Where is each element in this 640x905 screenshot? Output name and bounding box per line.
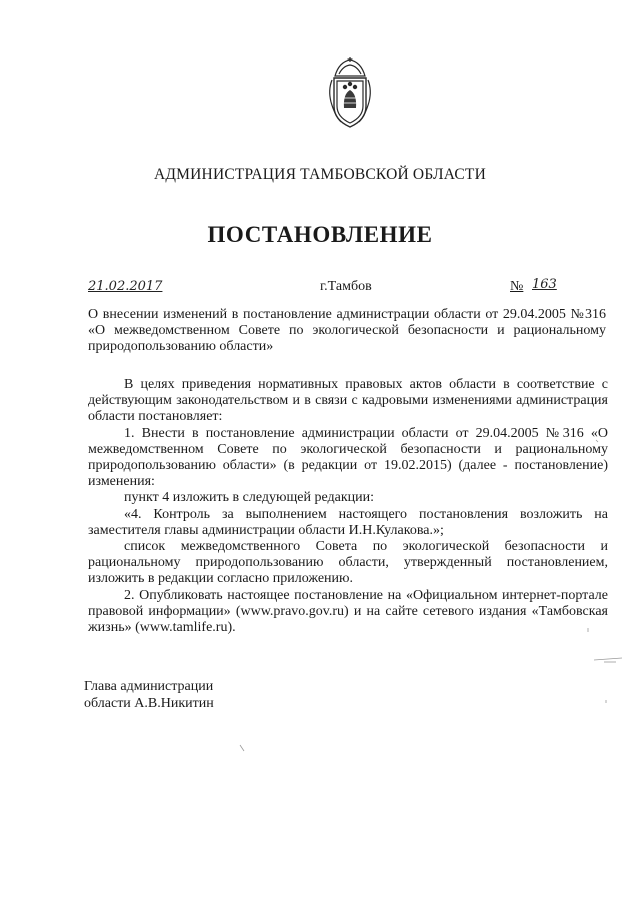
body-paragraph: пункт 4 изложить в следующей редакции: [124,490,374,506]
body-paragraph: «4. Контроль за выполнением настоящего постановления возложить на заместителя главы администрации области И.Н.Кулакова.»; [88,506,608,538]
document-date: 21.02.2017 [88,279,163,294]
body-paragraph: 2. Опубликовать настоящее постановление на «Официальном интернет-портале правовой информации» (www.pravo.gov.ru) и на сайте сетевого издания «Тамбовская жизнь» (www.tamlife.ru). [88,587,608,636]
document-type-heading: ПОСТАНОВЛЕНИЕ [207,222,433,247]
document-body [88,377,608,636]
signature-name: области А.В.Никитин [84,695,214,711]
document-number-value: 163 [532,277,557,292]
body-paragraph: В целях приведения нормативных правовых актов области в соответствие с действующим законодательством и в связи с кадровыми изменениями администрация области постановляет: [88,377,608,425]
organization-title: АДМИНИСТРАЦИЯ ТАМБОВСКОЙ ОБЛАСТИ [154,166,486,183]
document-city: г.Тамбов [320,279,372,294]
coat-of-arms-icon [325,56,375,130]
document-number-label: № [510,279,524,294]
body-paragraph: список межведомственного Совета по экологической безопасности и рациональному природопользованию области, утвержденный постановлением, изложить в редакции согласно приложению. [88,539,608,587]
body-paragraph: 1. Внести в постановление администрации области от 29.04.2005 №316 «О межведомственном Совете по экологической безопасности и рациональному природопользованию области» (в редакции от 19.02.2015) (далее - постановление) изменения: [88,425,608,490]
signature-title: Глава администрации [84,679,214,694]
signature-block [84,679,214,712]
document-subject: О внесении изменений в постановление администрации области от 29.04.2005 №316 «О межведомственном Совете по экологической безопасности и рациональному природопользованию области» [88,307,606,354]
